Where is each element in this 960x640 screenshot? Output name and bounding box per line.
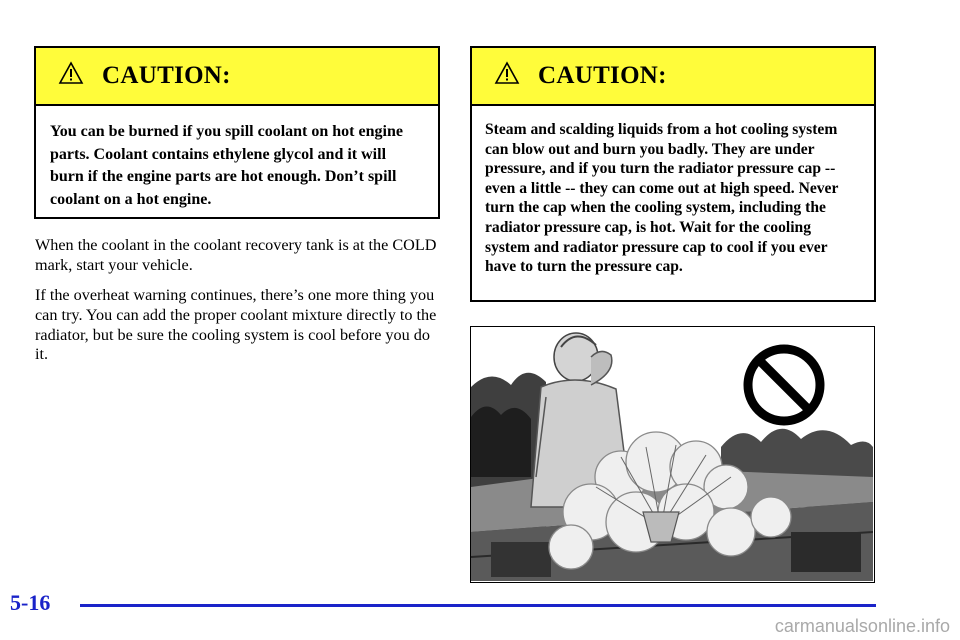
caution-text: You can be burned if you spill coolant on hot engine parts. Coolant contains ethylene glycol and it will burn if the engine parts are hot enough. Don’t spill coolant on a hot engine. (50, 123, 403, 208)
caution-text: Steam and scalding liquids from a hot cooling system can blow out and burn you badly. They are under pressure, and if you turn the radiator pressure cap -- even a little -- they can come out at high speed. Never turn the cap when the cooling system, including the radiator pressure cap, is hot. Wait for the cooling system and radiator pressure cap to cool if you ever have to turn the pressure cap. (485, 121, 839, 276)
caution-title: CAUTION: (538, 62, 667, 89)
watermark-text: carmanualsonline.info (774, 616, 950, 636)
caution-box-left (34, 46, 440, 219)
caution-box-right (470, 46, 876, 302)
body-paragraph: If the overheat warning continues, there’s one more thing you can try. You can add the proper coolant mixture directly to the radiator, but be sure the cooling system is cool before you do it. (35, 286, 437, 364)
caution-header (36, 48, 438, 106)
body-paragraph: When the coolant in the coolant recovery tank is at the COLD mark, start your vehicle. (35, 236, 437, 274)
warning-triangle-icon (58, 61, 84, 85)
caution-title: CAUTION: (102, 62, 231, 89)
warning-triangle-icon (494, 61, 520, 85)
illustration-steam-burn (470, 326, 875, 583)
caution-header (472, 48, 874, 106)
illustration-drawing (471, 327, 873, 581)
prohibition-sign-icon (748, 349, 820, 421)
footer-rule (80, 604, 876, 607)
page-number: 5-16 (10, 590, 51, 615)
